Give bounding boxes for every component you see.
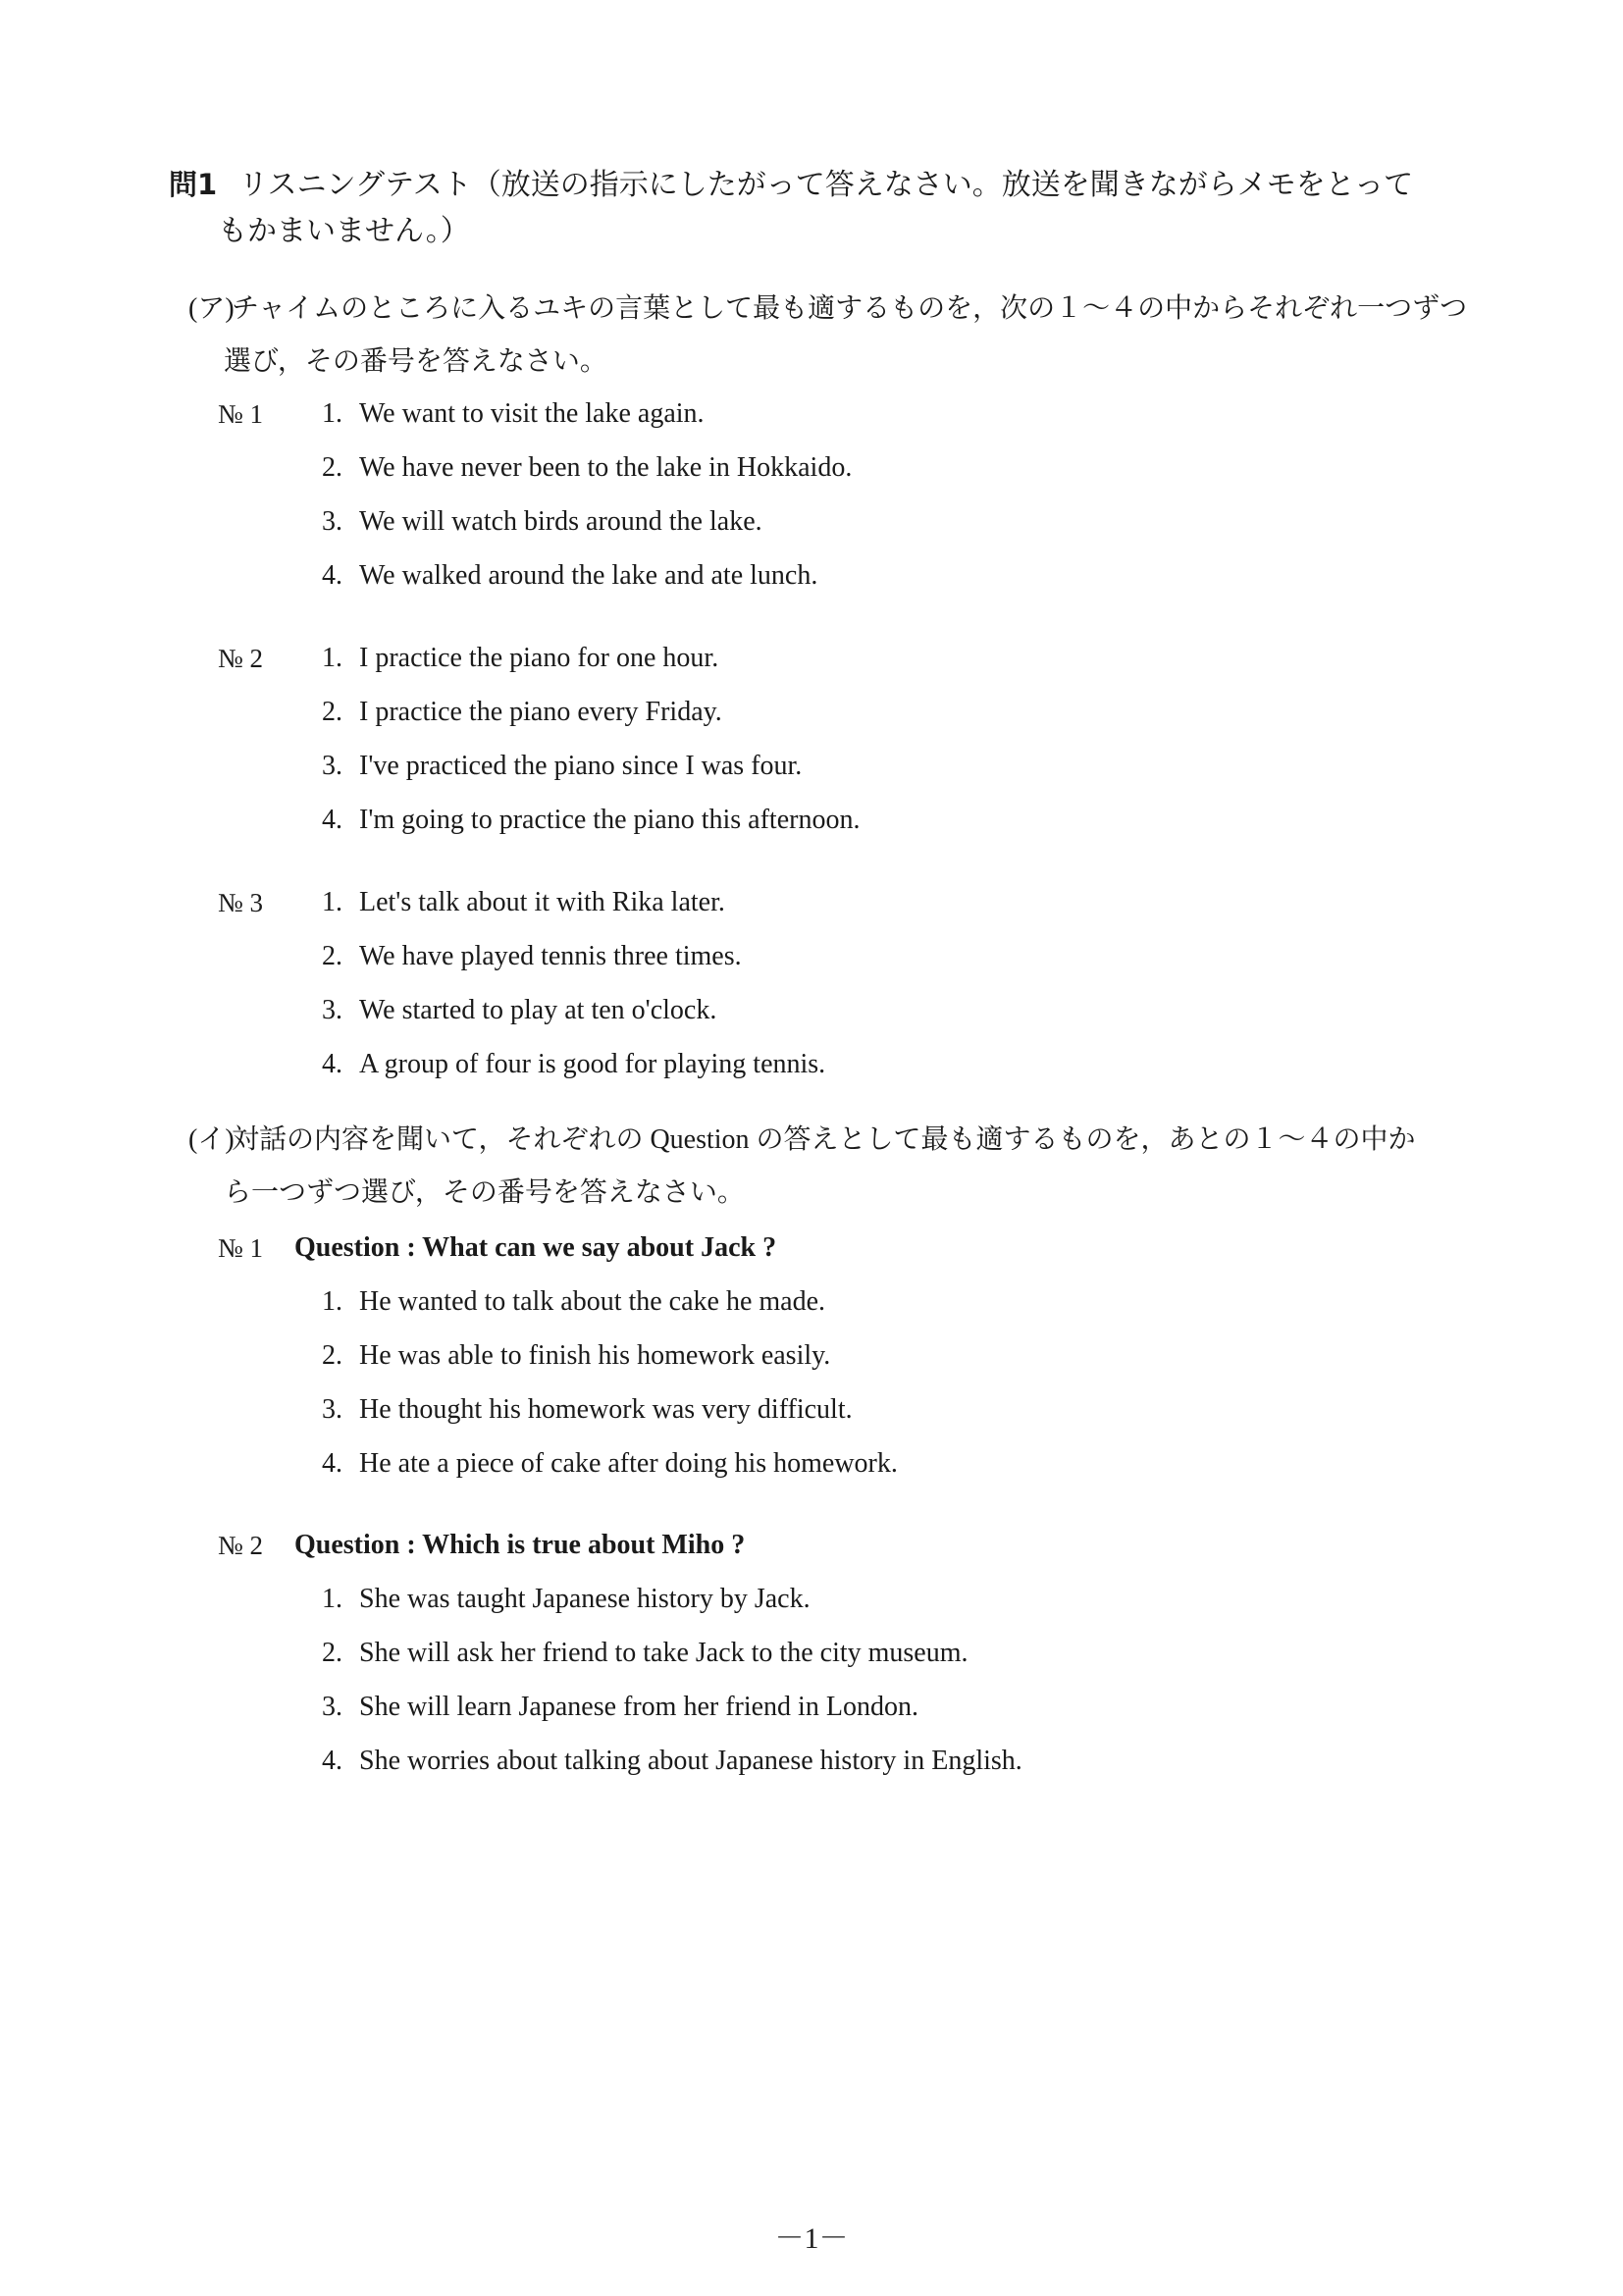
choice-text: We walked around the lake and ate lunch. — [359, 560, 818, 591]
choice-text: We have played tennis three times. — [359, 941, 742, 971]
choice — [322, 937, 742, 976]
choice — [322, 991, 716, 1030]
part-b-item-number: № 2 — [218, 1531, 264, 1560]
part-b-item-number: № 1 — [218, 1233, 264, 1263]
choice — [322, 1444, 898, 1484]
choice-number: 3. — [322, 995, 342, 1025]
choice — [322, 1634, 969, 1673]
choice — [322, 448, 852, 488]
choice — [322, 801, 860, 840]
choice — [322, 502, 762, 542]
choice-number: 3. — [322, 751, 342, 781]
choice — [322, 1688, 918, 1727]
choice — [322, 883, 725, 922]
part-b-instruction: 対話の内容を聞いて，それぞれの Question の答えとして最も適するものを，あとの１～４の中か — [232, 1124, 1416, 1155]
part-a-instruction-row — [188, 283, 1484, 336]
choice-text: She will ask her friend to take Jack to the city museum. — [359, 1638, 969, 1668]
choice-number: 4. — [322, 1448, 342, 1479]
part-a-item-number: № 3 — [218, 888, 264, 917]
choice-number: 3. — [322, 1394, 342, 1425]
choice-text: A group of four is good for playing tennis. — [359, 1049, 826, 1079]
part-a-label: (ア) — [188, 293, 235, 324]
choice-text: He ate a piece of cake after doing his homework. — [359, 1448, 898, 1479]
choice-number: 3. — [322, 506, 342, 537]
choice — [322, 1742, 1022, 1781]
choice-text: She worries about talking about Japanese history in English. — [359, 1746, 1022, 1776]
choice-number: 2. — [322, 697, 342, 727]
choice-text: We will watch birds around the lake. — [359, 506, 762, 537]
choice — [322, 1282, 825, 1322]
choice — [322, 394, 705, 434]
choice — [322, 1390, 853, 1430]
question-text: Question : Which is true about Miho ? — [294, 1530, 746, 1560]
part-a-instruction: チャイムのところに入るユキの言葉として最も適するものを，次の１～４の中からそれぞれ一つずつ — [232, 293, 1468, 324]
choice-number: 1. — [322, 398, 342, 429]
choice-text: I practice the piano every Friday. — [359, 697, 722, 727]
choice-number: 2. — [322, 1340, 342, 1371]
choice-number: 1. — [322, 887, 342, 917]
choice-number: 4. — [322, 560, 342, 591]
question-title: リスニングテスト（放送の指示にしたがって答えなさい。放送を聞きながらメモをとって — [238, 169, 1414, 201]
page-number: －1－ — [774, 2222, 849, 2255]
choice-text: We want to visit the lake again. — [359, 398, 705, 429]
choice-number: 4. — [322, 805, 342, 835]
choice-number: 1. — [322, 1286, 342, 1317]
choice-number: 4. — [322, 1746, 342, 1776]
choice-text: I practice the piano for one hour. — [359, 643, 719, 673]
choice — [322, 1336, 830, 1376]
choice-text: I've practiced the piano since I was four. — [359, 751, 803, 781]
choice-number: 2. — [322, 452, 342, 483]
choice — [322, 639, 718, 678]
choice — [322, 1580, 811, 1619]
choice-text: We have never been to the lake in Hokkaido. — [359, 452, 853, 483]
choice-number: 2. — [322, 941, 342, 971]
choice — [322, 693, 722, 732]
choice-number: 2. — [322, 1638, 342, 1668]
question-title-continued: もかまいません。） — [218, 215, 470, 247]
part-b-label: (イ) — [188, 1124, 235, 1155]
choice-text: I'm going to practice the piano this afternoon. — [359, 805, 861, 835]
choice-text: She will learn Japanese from her friend in London. — [359, 1692, 918, 1722]
choice-text: He was able to finish his homework easily. — [359, 1340, 831, 1371]
part-a-item-number: № 1 — [218, 399, 264, 429]
choice-text: She was taught Japanese history by Jack. — [359, 1584, 811, 1614]
choice-text: He thought his homework was very difficult. — [359, 1394, 853, 1425]
part-a-item-number: № 2 — [218, 644, 264, 673]
choice-text: Let's talk about it with Rika later. — [359, 887, 725, 917]
question-text: Question : What can we say about Jack ? — [294, 1232, 777, 1263]
choice-text: He wanted to talk about the cake he made. — [359, 1286, 826, 1317]
part-b-instruction-row — [188, 1114, 1484, 1167]
choice-number: 4. — [322, 1049, 342, 1079]
question-number: 問1 — [169, 168, 218, 201]
part-a-instruction-continued: 選び，その番号を答えなさい。 — [224, 346, 607, 377]
choice — [322, 556, 817, 596]
choice-number: 1. — [322, 643, 342, 673]
choice — [322, 1045, 825, 1084]
part-b-instruction-continued: ら一つずつ選び，その番号を答えなさい。 — [224, 1177, 745, 1208]
choice-number: 3. — [322, 1692, 342, 1722]
choice — [322, 747, 802, 786]
choice-number: 1. — [322, 1584, 342, 1614]
choice-text: We started to play at ten o'clock. — [359, 995, 717, 1025]
